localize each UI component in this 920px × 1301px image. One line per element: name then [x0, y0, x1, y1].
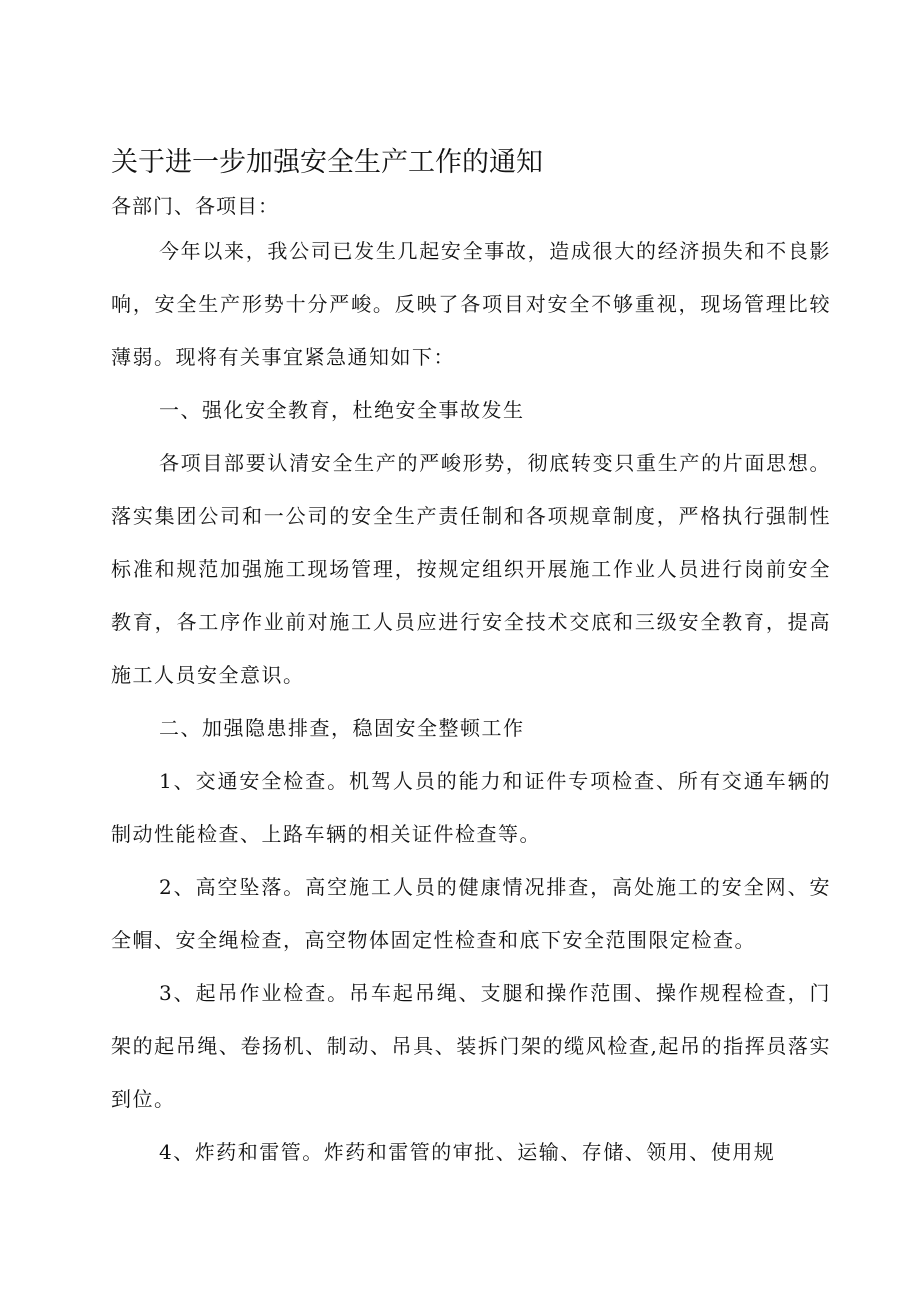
document-body: [111, 143, 831, 1179]
heading-section-2: 二、加强隐患排查，稳固安全整顿工作: [159, 716, 525, 740]
paragraph-item-1: 1、交通安全检查。机驾人员的能力和证件专项检查、所有交通车辆的制动性能检查、上路车辆的相关证件检查等。: [111, 769, 831, 846]
document-title: 关于进一步加强安全生产工作的通知: [111, 147, 543, 178]
paragraph-item-3: 3、起吊作业检查。吊车起吊绳、支腿和操作范围、操作规程检查，门架的起吊绳、卷扬机、制动、吊具、装拆门架的缆风检查,起吊的指挥员落实到位。: [111, 981, 831, 1111]
salutation: 各部门、各项目：: [111, 194, 279, 218]
paragraph-intro: 今年以来，我公司已发生几起安全事故，造成很大的经济损失和不良影响，安全生产形势十分严峻。反映了各项目对安全不够重视，现场管理比较薄弱。现将有关事宜紧急通知如下：: [111, 239, 831, 369]
paragraph-item-2: 2、高空坠落。高空施工人员的健康情况排查，高处施工的安全网、安全帽、安全绳检查，高空物体固定性检查和底下安全范围限定检查。: [111, 875, 831, 952]
heading-section-1: 一、强化安全教育，杜绝安全事故发生: [159, 398, 525, 422]
paragraph-safety-education: 各项目部要认清安全生产的严峻形势，彻底转变只重生产的片面思想。落实集团公司和一公司的安全生产责任制和各项规章制度，严格执行强制性标准和规范加强施工现场管理，按规定组织开展施工作业人员进行岗前安全教育，各工序作业前对施工人员应进行安全技术交底和三级安全教育，提高施工人员安全意识。: [111, 451, 831, 687]
paragraph-item-4: 4、炸药和雷管。炸药和雷管的审批、运输、存储、领用、使用规: [159, 1140, 776, 1164]
